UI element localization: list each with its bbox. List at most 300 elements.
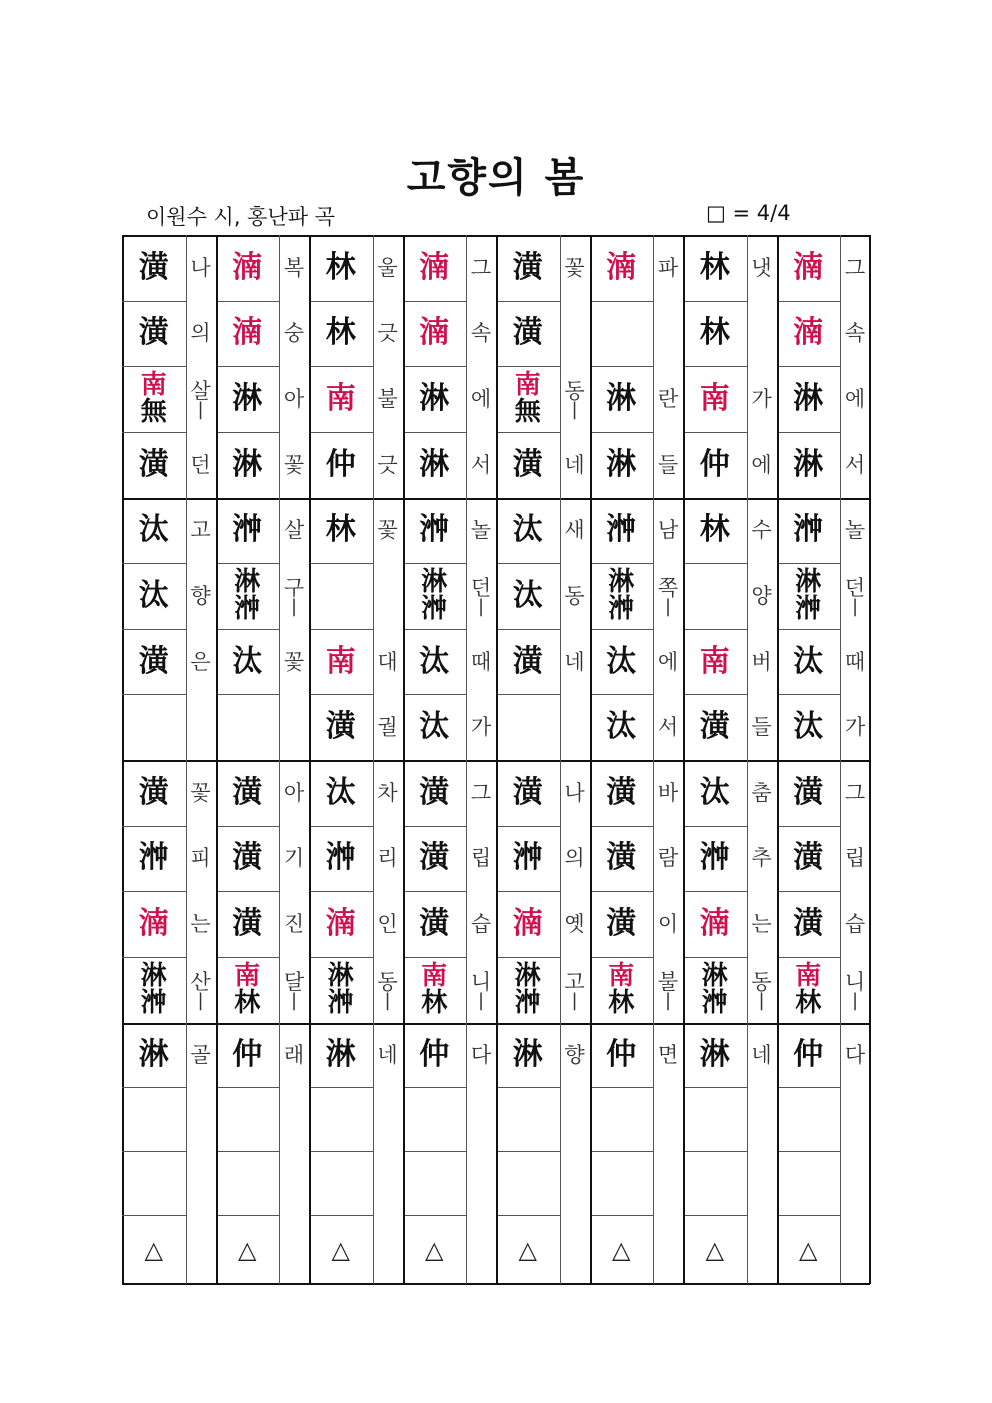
pitch-note: 林 [325, 512, 356, 548]
pitch-note: 浺 [699, 840, 730, 876]
grid-line [560, 235, 561, 1284]
grid-line [777, 366, 841, 367]
grid-line [122, 498, 870, 500]
pitch-note: 潢 [232, 774, 263, 810]
credits: 이원수 시, 홍난파 곡 [146, 205, 335, 229]
lyric-syllable: 서 [844, 452, 866, 477]
lyric-syllable: 던 | [844, 575, 866, 617]
lyric-syllable: 버 [751, 649, 772, 674]
lyric-syllable [653, 1215, 683, 1285]
lyric-syllable: 피 [190, 846, 211, 871]
lyric-syllable: 립 [844, 846, 866, 871]
pitch-note: 無 [514, 397, 541, 428]
pitch-note: 潢 [512, 315, 543, 351]
grid-line [403, 235, 405, 1284]
lyric-syllable: 살 | [190, 379, 211, 421]
lyric-syllable: 네 [564, 649, 585, 674]
jeonggan-note-cell [777, 366, 841, 432]
pitch-note: 潢 [699, 709, 730, 745]
lyric-syllable: 아 [283, 387, 305, 412]
grid-line [590, 629, 654, 630]
lyric-syllable: 남 [657, 518, 679, 543]
lyric-syllable: 구 | [283, 575, 305, 617]
pitch-note: 浺 [421, 593, 448, 624]
lyric-syllable: 고 | [564, 969, 585, 1011]
jeonggan-note-cell [496, 826, 560, 892]
pitch-note: 淋 [327, 960, 354, 991]
jeonggan-note-cell [216, 366, 280, 432]
grid-line [683, 957, 747, 958]
pitch-note: 湳 [325, 906, 356, 942]
lyric-syllable: 궐 [377, 715, 398, 740]
jeonggan-note-cell [777, 498, 841, 564]
pitch-note: 淋 [795, 566, 822, 597]
grid-line [496, 826, 560, 827]
jeonggan-note-cell [122, 366, 186, 432]
jeonggan-note-cell [403, 694, 467, 760]
jeonggan-note-cell [590, 760, 654, 826]
jeonggan-note-cell [777, 563, 841, 629]
jeonggan-note-cell [122, 760, 186, 826]
lyric-syllable: 차 [377, 780, 398, 805]
jeonggan-note-cell [216, 563, 280, 629]
jeonggan-note-cell [590, 629, 654, 695]
jeonggan-note-cell [309, 235, 373, 301]
jeonggan-note-cell [122, 629, 186, 695]
lyric-syllable [373, 1087, 403, 1151]
pitch-note: 南 [699, 643, 730, 679]
pitch-note: 南 [325, 643, 356, 679]
jeonggan-note-cell [496, 1087, 560, 1151]
jeonggan-note-cell [496, 1023, 560, 1087]
pitch-note: 淋 [234, 566, 261, 597]
jeonggan-note-cell [122, 301, 186, 367]
grid-line [590, 1151, 654, 1152]
grid-line [683, 366, 747, 367]
grid-line [683, 1151, 747, 1152]
lyric-syllable: 란 [657, 387, 679, 412]
pitch-note: 汰 [419, 709, 450, 745]
pitch-note: 淋 [140, 960, 167, 991]
pitch-note: 潢 [606, 840, 637, 876]
lyric-syllable [560, 1215, 590, 1285]
grid-line [122, 760, 870, 762]
grid-line [309, 826, 373, 827]
pitch-note: 潢 [138, 315, 169, 351]
jeonggan-note-cell [309, 1087, 373, 1151]
jeonggan-note-cell [496, 694, 560, 760]
grid-line [683, 826, 747, 827]
grid-line [309, 235, 311, 1284]
jeonggan-note-cell [403, 629, 467, 695]
grid-line [373, 235, 374, 1284]
grid-line [496, 235, 498, 1284]
lyric-syllable: 골 [190, 1042, 211, 1067]
grid-line [590, 826, 654, 827]
jeonggan-note-cell [216, 1215, 280, 1285]
grid-line [309, 563, 373, 564]
pitch-note: 淋 [699, 1036, 730, 1072]
lyric-syllable: 꽃 [190, 780, 211, 805]
lyric-syllable [747, 1087, 777, 1151]
lyric-syllable: 나 [190, 255, 211, 280]
lyric-syllable: 립 [470, 846, 492, 871]
lyric-syllable: 는 [190, 912, 211, 937]
lyric-syllable [186, 1087, 216, 1151]
grid-line [216, 301, 280, 302]
lyric-syllable: 꽃 [564, 255, 585, 280]
pitch-note: 潢 [793, 906, 824, 942]
lyric-syllable: 에 [844, 387, 866, 412]
lyric-syllable: 서 [470, 452, 492, 477]
jeonggan-note-cell [496, 1151, 560, 1215]
grid-line [403, 432, 467, 433]
grid-line [496, 891, 560, 892]
jeonggan-note-cell [683, 891, 747, 957]
jeonggan-note-cell [496, 760, 560, 826]
pitch-note: 淋 [793, 446, 824, 482]
jeonggan-note-cell [683, 235, 747, 301]
pitch-note: 淋 [232, 446, 263, 482]
jeonggan-note-cell [590, 432, 654, 498]
lyric-syllable: 리 [377, 846, 398, 871]
lyric-syllable: 속 [844, 321, 866, 346]
pitch-note: 湳 [138, 906, 169, 942]
jeonggan-note-cell [309, 826, 373, 892]
pitch-note: 潢 [512, 774, 543, 810]
pitch-note: 林 [325, 315, 356, 351]
jeonggan-note-cell [216, 957, 280, 1023]
lyric-syllable: 속 [470, 321, 492, 346]
grid-line [122, 1283, 870, 1285]
grid-line [309, 957, 373, 958]
lyric-syllable [747, 1215, 777, 1285]
pitch-note: 林 [699, 315, 730, 351]
pitch-note: 林 [795, 987, 822, 1018]
jeonggan-note-cell [403, 760, 467, 826]
jeonggan-note-cell [777, 1087, 841, 1151]
jeonggan-note-cell [683, 629, 747, 695]
lyric-syllable: 에 [751, 452, 772, 477]
pitch-note: 淋 [232, 381, 263, 417]
pitch-note: 潢 [512, 446, 543, 482]
pitch-note: 潢 [419, 906, 450, 942]
pitch-note: 浺 [795, 593, 822, 624]
lyric-syllable: 다 [470, 1042, 492, 1067]
grid-line [216, 957, 280, 958]
grid-line [590, 1087, 654, 1088]
jeonggan-note-cell [403, 826, 467, 892]
lyric-syllable [560, 301, 590, 367]
lyric-syllable: 긋 [377, 452, 398, 477]
rest-triangle-mark: △ [799, 1236, 818, 1265]
grid-line [309, 301, 373, 302]
jeonggan-note-cell [216, 1151, 280, 1215]
grid-line [309, 1151, 373, 1152]
pitch-note: 淋 [606, 381, 637, 417]
pitch-note: 湳 [699, 906, 730, 942]
pitch-note: 汰 [512, 577, 543, 613]
grid-line [186, 235, 187, 1284]
lyric-syllable: 동 | [751, 969, 772, 1011]
jeonggan-note-cell [683, 1023, 747, 1087]
pitch-note: 潢 [512, 643, 543, 679]
lyric-syllable: 인 [377, 912, 398, 937]
jeonggan-note-cell [590, 826, 654, 892]
pitch-note: 汰 [793, 709, 824, 745]
grid-line [496, 1215, 560, 1216]
lyric-syllable: 숭 [283, 321, 305, 346]
jeonggan-note-cell [590, 301, 654, 367]
pitch-note: 浺 [232, 512, 263, 548]
grid-line [216, 891, 280, 892]
jeonggan-note-cell [216, 301, 280, 367]
grid-line [403, 1215, 467, 1216]
pitch-note: 汰 [793, 643, 824, 679]
pitch-note: 浺 [512, 840, 543, 876]
pitch-note: 湳 [232, 249, 263, 285]
jeonggan-note-cell [590, 366, 654, 432]
jeonggan-note-cell [683, 563, 747, 629]
lyric-syllable: 동 | [564, 379, 585, 421]
jeonggan-note-cell [309, 432, 373, 498]
lyric-syllable: 산 | [190, 969, 211, 1011]
grid-line [122, 1023, 870, 1025]
jeonggan-note-cell [777, 760, 841, 826]
jeonggan-note-cell [683, 1151, 747, 1215]
jeonggan-note-cell [777, 432, 841, 498]
jeonggan-note-cell [777, 301, 841, 367]
jeonggan-note-cell [216, 498, 280, 564]
grid-line [403, 826, 467, 827]
lyric-syllable: 들 [751, 715, 772, 740]
lyric-syllable: 놀 [470, 518, 492, 543]
jeonggan-note-cell [216, 1023, 280, 1087]
lyric-syllable: 추 [751, 846, 772, 871]
lyric-syllable: 동 [564, 583, 585, 608]
grid-line [496, 432, 560, 433]
jeonggan-note-cell [496, 563, 560, 629]
grid-line [122, 826, 186, 827]
pitch-note: 湳 [512, 906, 543, 942]
lyric-syllable: 그 [844, 780, 866, 805]
rest-triangle-mark: △ [144, 1236, 163, 1265]
pitch-note: 林 [608, 987, 635, 1018]
pitch-note: 浺 [327, 987, 354, 1018]
pitch-note: 南 [608, 960, 635, 991]
grid-line [403, 629, 467, 630]
jeonggan-note-cell [309, 694, 373, 760]
jeonggan-note-cell [496, 235, 560, 301]
grid-line [309, 366, 373, 367]
pitch-note: 浺 [419, 512, 450, 548]
lyric-syllable: 이 [657, 912, 679, 937]
pitch-note: 南 [234, 960, 261, 991]
grid-line [216, 366, 280, 367]
pitch-note: 潢 [606, 906, 637, 942]
grid-line [590, 301, 654, 302]
time-signature: □ = 4/4 [706, 201, 791, 225]
lyric-syllable: 네 [564, 452, 585, 477]
pitch-note: 浺 [138, 840, 169, 876]
pitch-note: 潢 [232, 840, 263, 876]
lyric-syllable: 의 [190, 321, 211, 346]
grid-line [777, 694, 841, 695]
pitch-note: 淋 [138, 1036, 169, 1072]
pitch-note: 仲 [793, 1036, 824, 1072]
lyric-syllable: 불 [377, 387, 398, 412]
jeonggan-note-cell [122, 498, 186, 564]
pitch-note: 潢 [138, 774, 169, 810]
lyric-syllable [466, 1087, 496, 1151]
lyric-syllable [279, 1215, 309, 1285]
lyric-syllable: 꽃 [377, 518, 398, 543]
pitch-note: 淋 [608, 566, 635, 597]
grid-line [777, 1215, 841, 1216]
jeonggan-note-cell [216, 891, 280, 957]
jeonggan-note-cell [590, 891, 654, 957]
lyric-syllable: 던 [190, 452, 211, 477]
lyric-syllable: 동 | [377, 969, 398, 1011]
lyric-syllable: 는 [751, 912, 772, 937]
pitch-note: 仲 [699, 446, 730, 482]
pitch-note: 淋 [701, 960, 728, 991]
grid-line [403, 694, 467, 695]
jeonggan-note-cell [683, 957, 747, 1023]
pitch-note: 湳 [419, 249, 450, 285]
lyric-syllable: 대 [377, 649, 398, 674]
grid-line [590, 891, 654, 892]
lyric-syllable [373, 1215, 403, 1285]
rest-triangle-mark: △ [612, 1236, 631, 1265]
pitch-note: 浺 [325, 840, 356, 876]
grid-line [683, 235, 685, 1284]
pitch-note: 林 [234, 987, 261, 1018]
lyric-syllable: 양 [751, 583, 772, 608]
jeonggan-note-cell [122, 694, 186, 760]
pitch-note: 潢 [419, 840, 450, 876]
grid-line [777, 432, 841, 433]
jeonggan-note-cell [683, 498, 747, 564]
lyric-syllable: 아 [283, 780, 305, 805]
lyric-syllable: 때 [470, 649, 492, 674]
grid-line [496, 957, 560, 958]
jeonggan-note-cell [777, 1215, 841, 1285]
jeonggan-note-cell [309, 366, 373, 432]
jeonggan-note-cell [683, 1087, 747, 1151]
pitch-note: 潢 [606, 774, 637, 810]
jeonggan-note-cell [777, 1151, 841, 1215]
pitch-note: 湳 [232, 315, 263, 351]
lyric-syllable [653, 1087, 683, 1151]
pitch-note: 湳 [793, 249, 824, 285]
lyric-syllable: 향 [190, 583, 211, 608]
pitch-note: 潢 [793, 840, 824, 876]
grid-line [590, 563, 654, 564]
jeonggan-note-cell [683, 432, 747, 498]
pitch-note: 林 [699, 249, 730, 285]
jeonggan-note-cell [403, 1215, 467, 1285]
pitch-note: 淋 [512, 1036, 543, 1072]
jeonggan-note-cell [777, 694, 841, 760]
lyric-syllable: 그 [470, 780, 492, 805]
lyric-syllable: 놀 [844, 518, 866, 543]
lyric-syllable: 때 [844, 649, 866, 674]
pitch-note: 浺 [793, 512, 824, 548]
grid-line [840, 235, 841, 1284]
jeonggan-note-cell [403, 957, 467, 1023]
pitch-note: 浺 [514, 987, 541, 1018]
lyric-syllable [279, 1087, 309, 1151]
grid-line [653, 235, 654, 1284]
lyric-syllable [560, 694, 590, 760]
jeonggan-note-cell [122, 1151, 186, 1215]
pitch-note: 南 [421, 960, 448, 991]
grid-line [122, 563, 186, 564]
lyric-syllable: 던 | [470, 575, 492, 617]
jeonggan-note-cell [590, 563, 654, 629]
lyric-syllable [279, 694, 309, 760]
grid-line [496, 1151, 560, 1152]
pitch-note: 仲 [232, 1036, 263, 1072]
grid-line [403, 1087, 467, 1088]
pitch-note: 仲 [606, 1036, 637, 1072]
jeonggan-note-cell [122, 891, 186, 957]
jeonggan-note-cell [590, 694, 654, 760]
pitch-note: 汰 [232, 643, 263, 679]
lyric-syllable: 옛 [564, 912, 585, 937]
grid-line [309, 629, 373, 630]
pitch-note: 汰 [512, 512, 543, 548]
grid-line [496, 563, 560, 564]
pitch-note: 湳 [606, 249, 637, 285]
grid-line [216, 694, 280, 695]
lyric-syllable: 그 [470, 255, 492, 280]
grid-line [590, 366, 654, 367]
jeonggan-note-cell [122, 826, 186, 892]
lyric-syllable: 향 [564, 1042, 585, 1067]
pitch-note: 浺 [140, 987, 167, 1018]
jeonggan-note-cell [122, 957, 186, 1023]
lyric-syllable: 다 [844, 1042, 866, 1067]
grid-line [122, 891, 186, 892]
jeonggan-note-cell [403, 891, 467, 957]
pitch-note: 潢 [232, 906, 263, 942]
grid-line [122, 1215, 186, 1216]
jeonggan-note-cell [403, 1023, 467, 1087]
pitch-note: 潢 [138, 446, 169, 482]
pitch-note: 浺 [234, 593, 261, 624]
jeonggan-note-cell [309, 957, 373, 1023]
pitch-note: 浺 [606, 512, 637, 548]
grid-line [403, 301, 467, 302]
lyric-syllable [373, 1151, 403, 1215]
pitch-note: 仲 [419, 1036, 450, 1072]
pitch-note: 湳 [793, 315, 824, 351]
pitch-note: 浺 [701, 987, 728, 1018]
pitch-note: 無 [140, 397, 167, 428]
lyric-syllable: 에 [470, 387, 492, 412]
lyric-syllable [840, 1087, 870, 1151]
lyric-syllable [373, 563, 403, 629]
grid-line [683, 301, 747, 302]
grid-line [122, 301, 186, 302]
pitch-note: 浺 [608, 593, 635, 624]
lyric-syllable: 긋 [377, 321, 398, 346]
grid-line [496, 1087, 560, 1088]
pitch-note: 南 [699, 381, 730, 417]
pitch-note: 潢 [419, 774, 450, 810]
